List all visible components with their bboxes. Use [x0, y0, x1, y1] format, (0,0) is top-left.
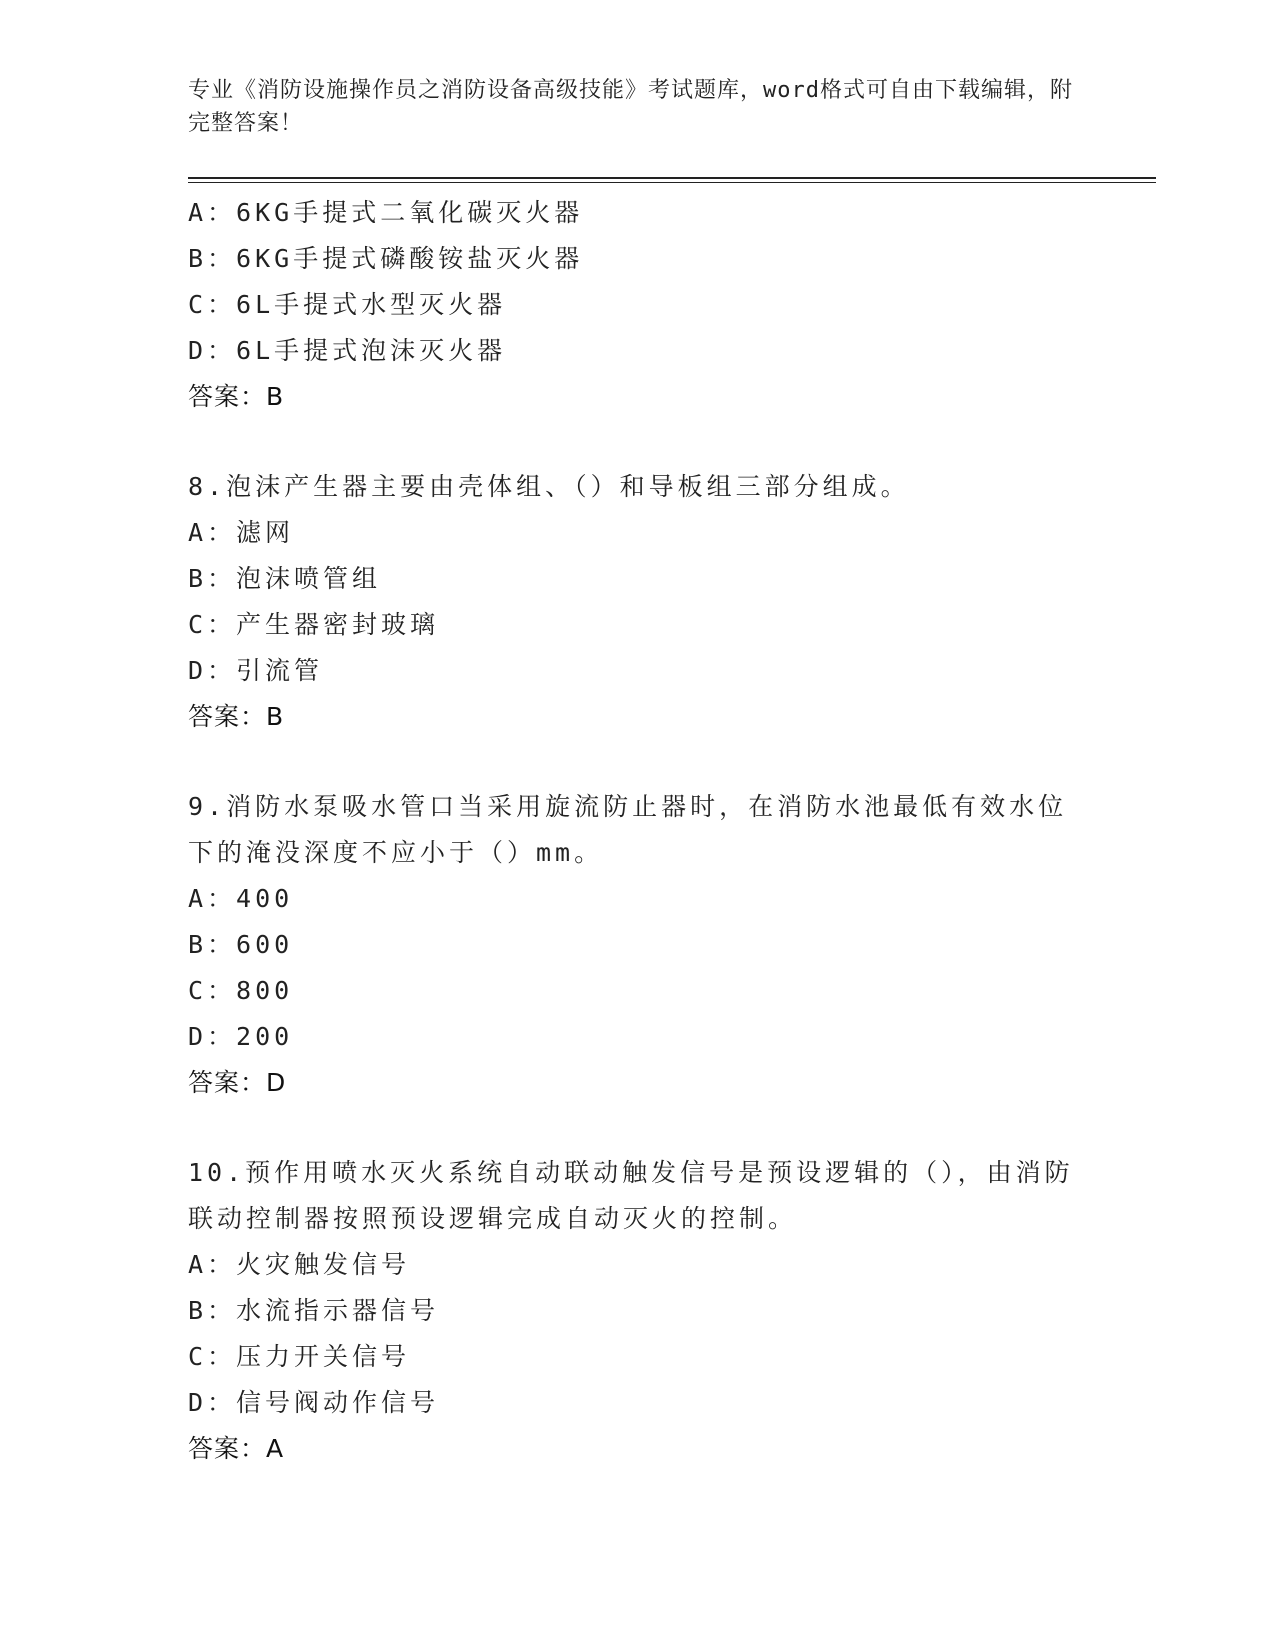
question-9 — [188, 784, 1108, 1106]
question-10 — [188, 1150, 1108, 1472]
page-header: 专业《消防设施操作员之消防设备高级技能》考试题库，word格式可自由下载编辑，附完整答案！ — [188, 78, 1073, 136]
option-d: D：200 — [188, 1022, 294, 1051]
header-divider — [188, 177, 1156, 183]
option-d: D：引流管 — [188, 656, 324, 685]
question-stem: 10.预作用喷水灭火系统自动联动触发信号是预设逻辑的（），由消防联动控制器按照预设逻辑完成自动灭火的控制。 — [188, 1158, 1074, 1233]
option-b: B：6KG手提式磷酸铵盐灭火器 — [188, 244, 584, 273]
answer-line: 答案：A — [188, 1434, 285, 1463]
option-d: D：信号阀动作信号 — [188, 1388, 440, 1417]
question-stem: 8.泡沫产生器主要由壳体组、（）和导板组三部分组成。 — [188, 472, 910, 501]
question-stem: 9.消防水泵吸水管口当采用旋流防止器时，在消防水池最低有效水位下的淹没深度不应小于（）mm。 — [188, 792, 1068, 867]
question-8 — [188, 464, 1108, 740]
option-a: A：火灾触发信号 — [188, 1250, 411, 1279]
option-b: B：泡沫喷管组 — [188, 564, 382, 593]
option-a: A：滤网 — [188, 518, 295, 547]
answer-line: 答案：B — [188, 382, 285, 411]
option-d: D：6L手提式泡沫灭火器 — [188, 336, 507, 365]
document-body — [188, 190, 1108, 1472]
option-c: C：产生器密封玻璃 — [188, 610, 440, 639]
option-a: A：400 — [188, 884, 294, 913]
question-partial — [188, 190, 1108, 420]
option-b: B：水流指示器信号 — [188, 1296, 440, 1325]
option-b: B：600 — [188, 930, 294, 959]
answer-line: 答案：D — [188, 1068, 287, 1097]
option-c: C：800 — [188, 976, 294, 1005]
option-a: A：6KG手提式二氧化碳灭火器 — [188, 198, 584, 227]
answer-line: 答案：B — [188, 702, 285, 731]
option-c: C：6L手提式水型灭火器 — [188, 290, 507, 319]
option-c: C：压力开关信号 — [188, 1342, 411, 1371]
